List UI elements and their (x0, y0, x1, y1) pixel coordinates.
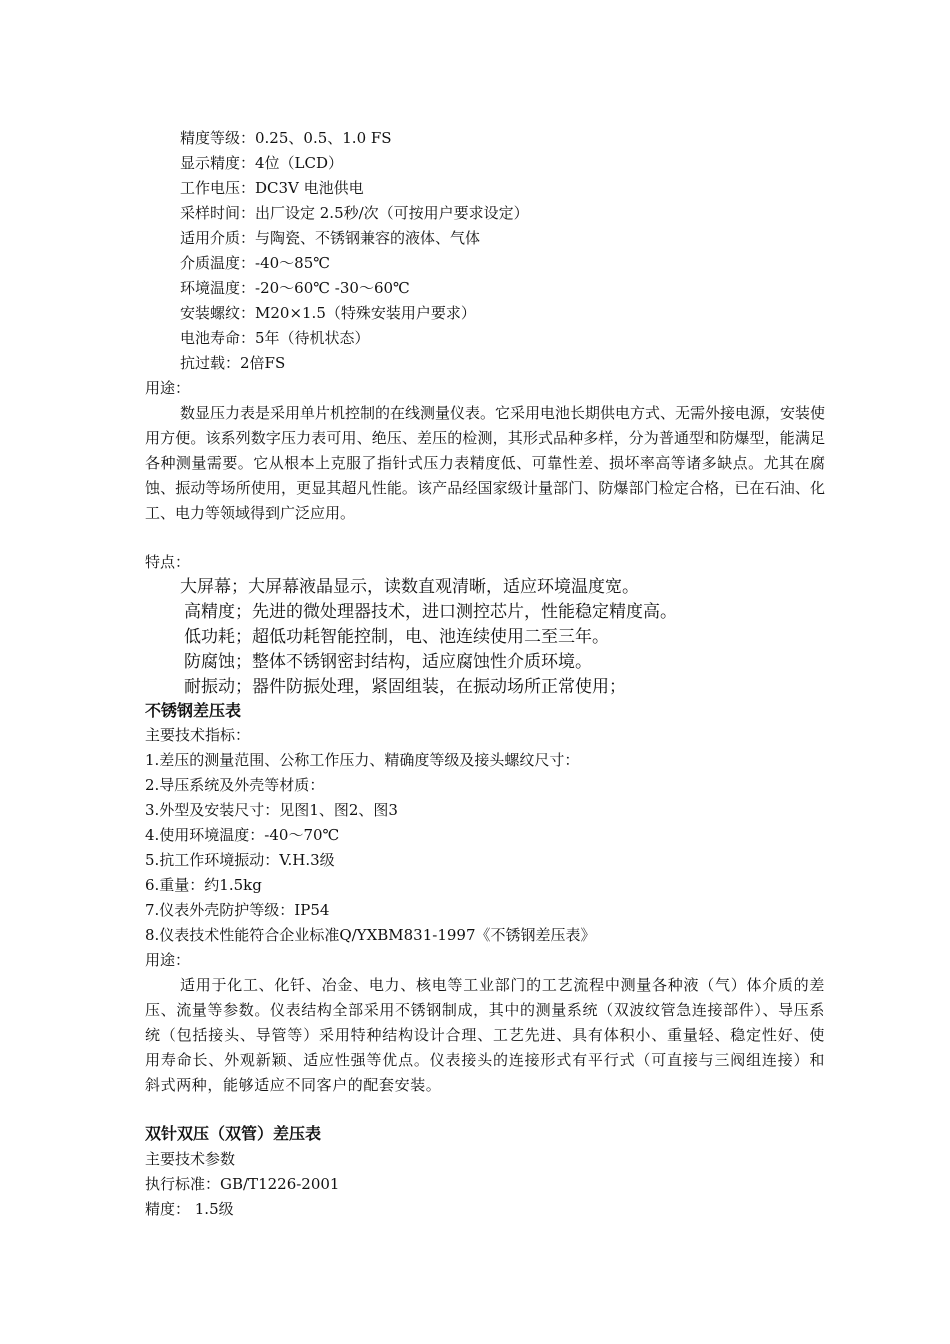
spec-ambient-temperature: 环境温度：-20～60℃ -30～60℃ (180, 279, 410, 297)
spec-item-4: 4.使用环境温度：-40～70℃ (145, 826, 340, 844)
spec-item-6: 6.重量：约1.5kg (145, 876, 262, 894)
usage-paragraph-2: 适用于化工、化钎、冶金、电力、核电等工业部门的工艺流程中测量各种液（气）体介质的差压、流量等参数。仪表结构全部采用不锈钢制成，其中的测量系统（双波纹管急连接部件）、导压系统（包括接头、导管等）采用特种结构设计合理、工艺先进、具有体积小、重量轻、稳定性好、使用寿命长、外观新颖、适应性强等优点。仪表接头的连接形式有平行式（可直接与三阀组连接）和斜式两种，能够适应不同客户的配套安装。 (145, 976, 825, 1094)
section-title-stainless-gauge: 不锈钢差压表 (145, 701, 242, 720)
spec-medium: 适用介质：与陶瓷、不锈钢兼容的液体、气体 (180, 229, 481, 247)
spec-item-2: 2.导压系统及外壳等材质： (145, 776, 325, 794)
spec-item-7: 7.仪表外壳防护等级：IP54 (145, 901, 330, 919)
feature-high-precision: 高精度；先进的微处理器技术，进口测控芯片，性能稳定精度高。 (184, 602, 677, 622)
section-title-dual-needle: 双针双压（双管）差压表 (145, 1124, 322, 1143)
features-label: 特点： (145, 553, 191, 571)
usage-label-2: 用途： (145, 951, 191, 969)
spec-item-5: 5.抗工作环境振动：V.H.3级 (145, 851, 335, 869)
spec-precision: 精度： 1.5级 (145, 1200, 234, 1218)
spec-overload: 抗过载：2倍FS (180, 354, 286, 372)
spec-item-3: 3.外型及安装尺寸：见图1、图2、图3 (145, 801, 398, 819)
spec-standard: 执行标准：GB/T1226-2001 (145, 1175, 340, 1193)
feature-anti-corrosion: 防腐蚀；整体不锈钢密封结构，适应腐蚀性介质环境。 (184, 652, 592, 672)
spec-accuracy-class: 精度等级：0.25、0.5、1.0 FS (180, 129, 392, 147)
spec-battery-life: 电池寿命：5年（待机状态） (180, 329, 370, 347)
spec-medium-temperature: 介质温度：-40～85℃ (180, 254, 331, 272)
spec-mounting-thread: 安装螺纹：M20×1.5（特殊安装用户要求） (180, 304, 476, 322)
spec-sampling-time: 采样时间：出厂设定 2.5秒/次（可按用户要求设定） (180, 204, 529, 222)
feature-low-power: 低功耗；超低功耗智能控制，电、池连续使用二至三年。 (184, 627, 609, 647)
usage-paragraph: 数显压力表是采用单片机控制的在线测量仪表。它采用电池长期供电方式、无需外接电源，安装使用方便。该系列数字压力表可用、绝压、差压的检测，其形式品种多样，分为普通型和防爆型，能满足各种测量需要。它从根本上克服了指针式压力表精度低、可靠性差、损坏率高等诸多缺点。尤其在腐蚀、振动等场所使用，更显其超凡性能。该产品经国家级计量部门、防爆部门检定合格，已在石油、化工、电力等领域得到广泛应用。 (145, 404, 826, 522)
spec-item-8: 8.仪表技术性能符合企业标准Q/YXBM831-1997《不锈钢差压表》 (145, 926, 596, 944)
section-subtitle-main-specs: 主要技术指标： (145, 726, 251, 744)
feature-large-screen: 大屏幕；大屏幕液晶显示，读数直观清晰，适应环境温度宽。 (180, 577, 639, 597)
spec-item-1: 1.差压的测量范围、公称工作压力、精确度等级及接头螺纹尺寸： (145, 751, 580, 769)
feature-anti-vibration: 耐振动；器件防振处理，紧固组装，在振动场所正常使用； (184, 677, 626, 697)
spec-display-precision: 显示精度：4位（LCD） (180, 154, 344, 172)
usage-label: 用途： (145, 379, 191, 397)
spec-working-voltage: 工作电压：DC3V 电池供电 (180, 179, 364, 197)
section-subtitle-main-params: 主要技术参数 (145, 1150, 236, 1168)
